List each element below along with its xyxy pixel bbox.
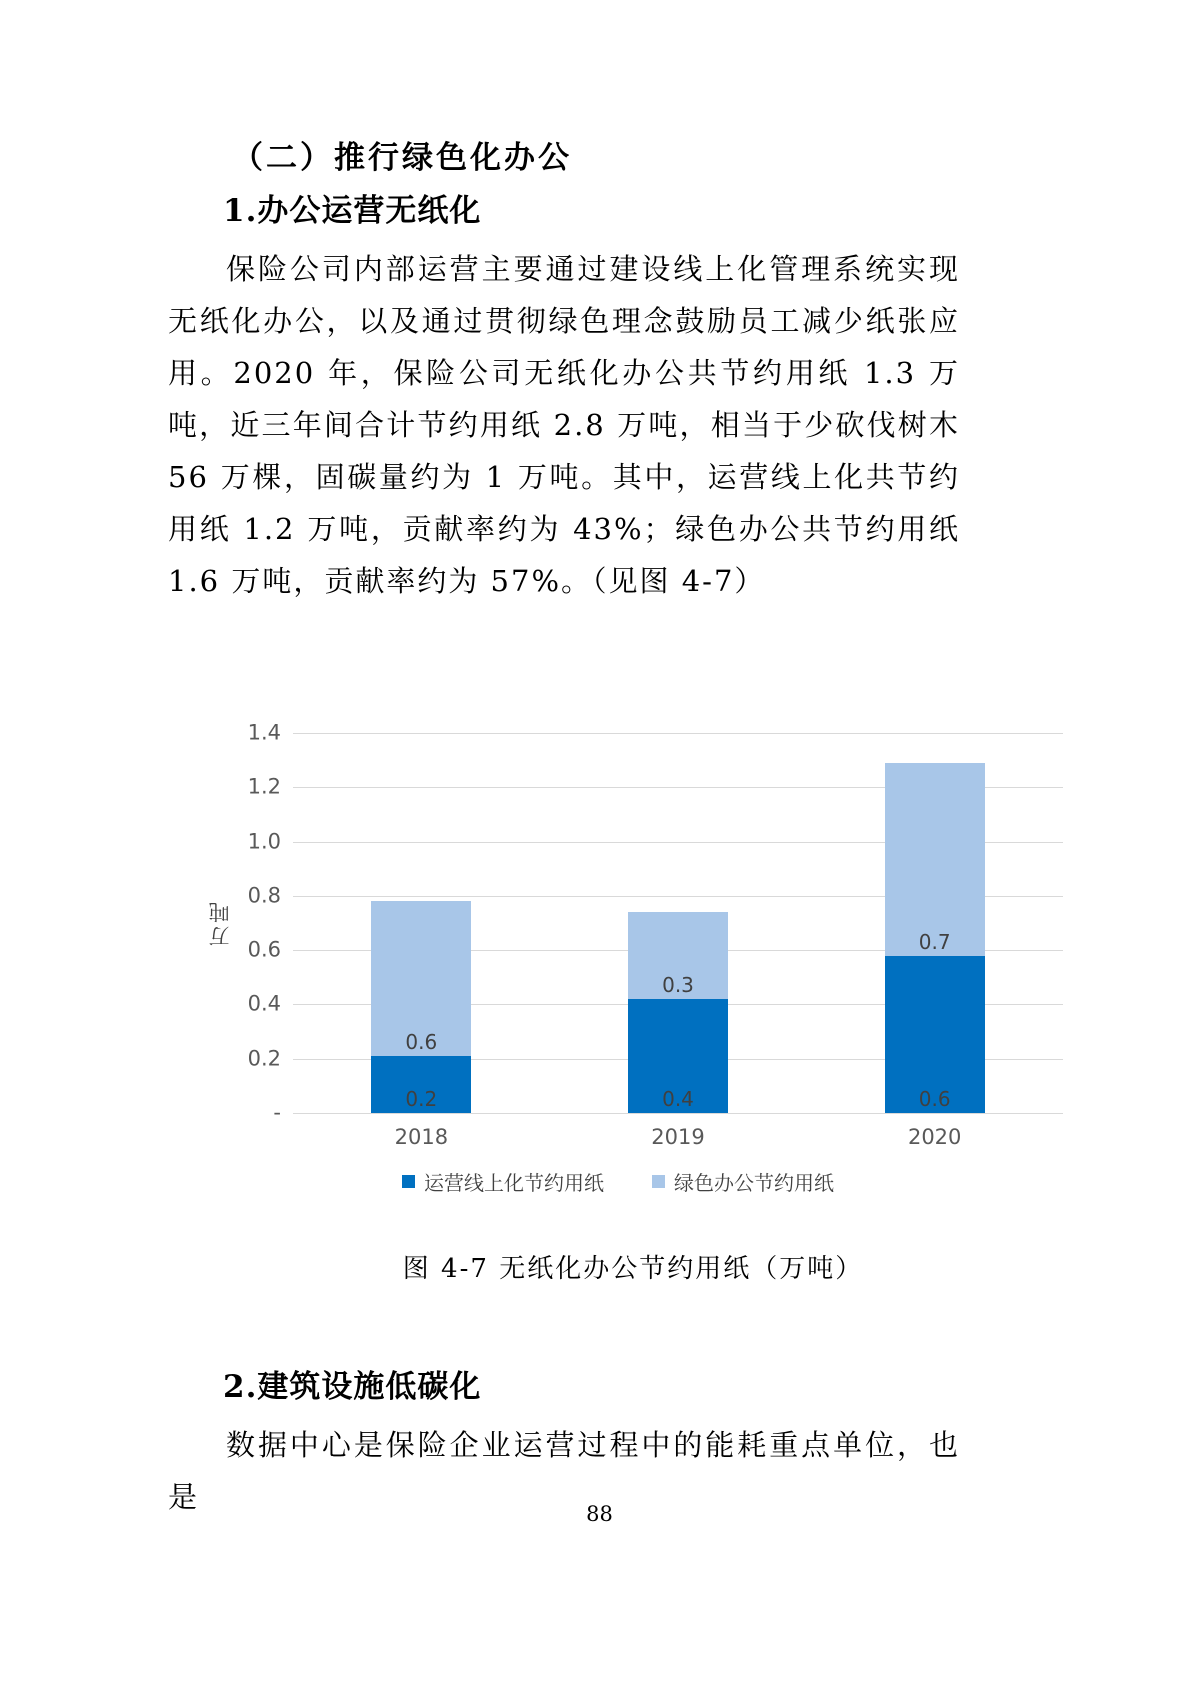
stacked-bar-2018 xyxy=(371,901,471,1113)
data-label: 0.6 xyxy=(405,1030,438,1054)
subsection-heading-1: 1.办公运营无纸化 xyxy=(223,193,482,229)
y-tick-label: 1.4 xyxy=(247,720,281,745)
data-label: 0.4 xyxy=(662,1087,694,1111)
y-tick-label: 0.4 xyxy=(247,991,281,1016)
stacked-bar-2020 xyxy=(885,763,985,1113)
figure-caption: 图 4-7 无纸化办公节约用纸（万吨） xyxy=(402,1254,864,1284)
y-tick-label: 0.8 xyxy=(247,883,281,908)
gridline xyxy=(293,733,1063,734)
legend-label: 运营线上化节约用纸 xyxy=(424,1171,604,1195)
legend-swatch-icon xyxy=(402,1175,415,1188)
x-tick-label: 2019 xyxy=(651,1125,705,1149)
bar-segment-green-office xyxy=(371,901,471,1056)
gridline xyxy=(293,1113,1063,1114)
y-axis-title xyxy=(203,733,237,1113)
data-label: 0.3 xyxy=(662,973,694,997)
x-tick-label: 2020 xyxy=(907,1125,962,1149)
page-number: 88 xyxy=(586,1502,613,1526)
legend-item xyxy=(652,1167,834,1196)
x-tick-label: 2018 xyxy=(394,1125,449,1149)
data-label: 0.6 xyxy=(918,1087,951,1111)
data-label: 0.2 xyxy=(405,1087,438,1111)
y-axis-title-text: 万吨 xyxy=(208,899,232,947)
chart-area xyxy=(203,720,1063,1125)
section-heading: （二）推行绿色化办公 xyxy=(232,140,572,176)
legend-item xyxy=(402,1167,604,1196)
stacked-bar-2019 xyxy=(628,912,728,1113)
body-paragraph-1: 保险公司内部运营主要通过建设线上化管理系统实现无纸化办公，以及通过贯彻绿色理念鼓励员工减少纸张应用。2020 年，保险公司无纸化办公共节约用纸 1.3 万吨，近三年间合计节约用纸 2.8 万吨，相当于少砍伐树木 56 万棵，固碳量约为 1 万吨。其中，运营线上化共节约用纸 1.2 万吨，贡献率约为 43%；绿色办公共节约用纸 1.6 万吨，贡献率约为 57%。（见图 4-7） xyxy=(168,252,960,598)
y-tick-label: - xyxy=(273,1100,281,1125)
legend-swatch-icon xyxy=(652,1175,665,1188)
figure-4-7-chart xyxy=(203,720,1063,1196)
x-axis-labels xyxy=(293,1113,1063,1149)
y-tick-label: 0.2 xyxy=(247,1046,281,1071)
bar-segment-green-office xyxy=(885,763,985,956)
legend-label: 绿色办公节约用纸 xyxy=(674,1171,834,1195)
y-axis-ticks xyxy=(237,720,293,1125)
subsection-heading-2: 2.建筑设施低碳化 xyxy=(223,1369,482,1405)
chart-legend xyxy=(233,1167,1003,1196)
bar-segment-operations xyxy=(371,1056,471,1113)
bar-segment-operations xyxy=(628,999,728,1113)
y-tick-label: 0.6 xyxy=(247,937,281,962)
y-tick-label: 1.2 xyxy=(247,774,281,799)
bar-segment-operations xyxy=(885,956,985,1113)
data-label: 0.7 xyxy=(918,929,951,954)
body-paragraph-2: 数据中心是保险企业运营过程中的能耗重点单位，也是 xyxy=(168,1428,960,1514)
bar-segment-green-office xyxy=(628,912,728,999)
y-tick-label: 1.0 xyxy=(247,829,281,854)
chart-plot xyxy=(293,733,1063,1113)
